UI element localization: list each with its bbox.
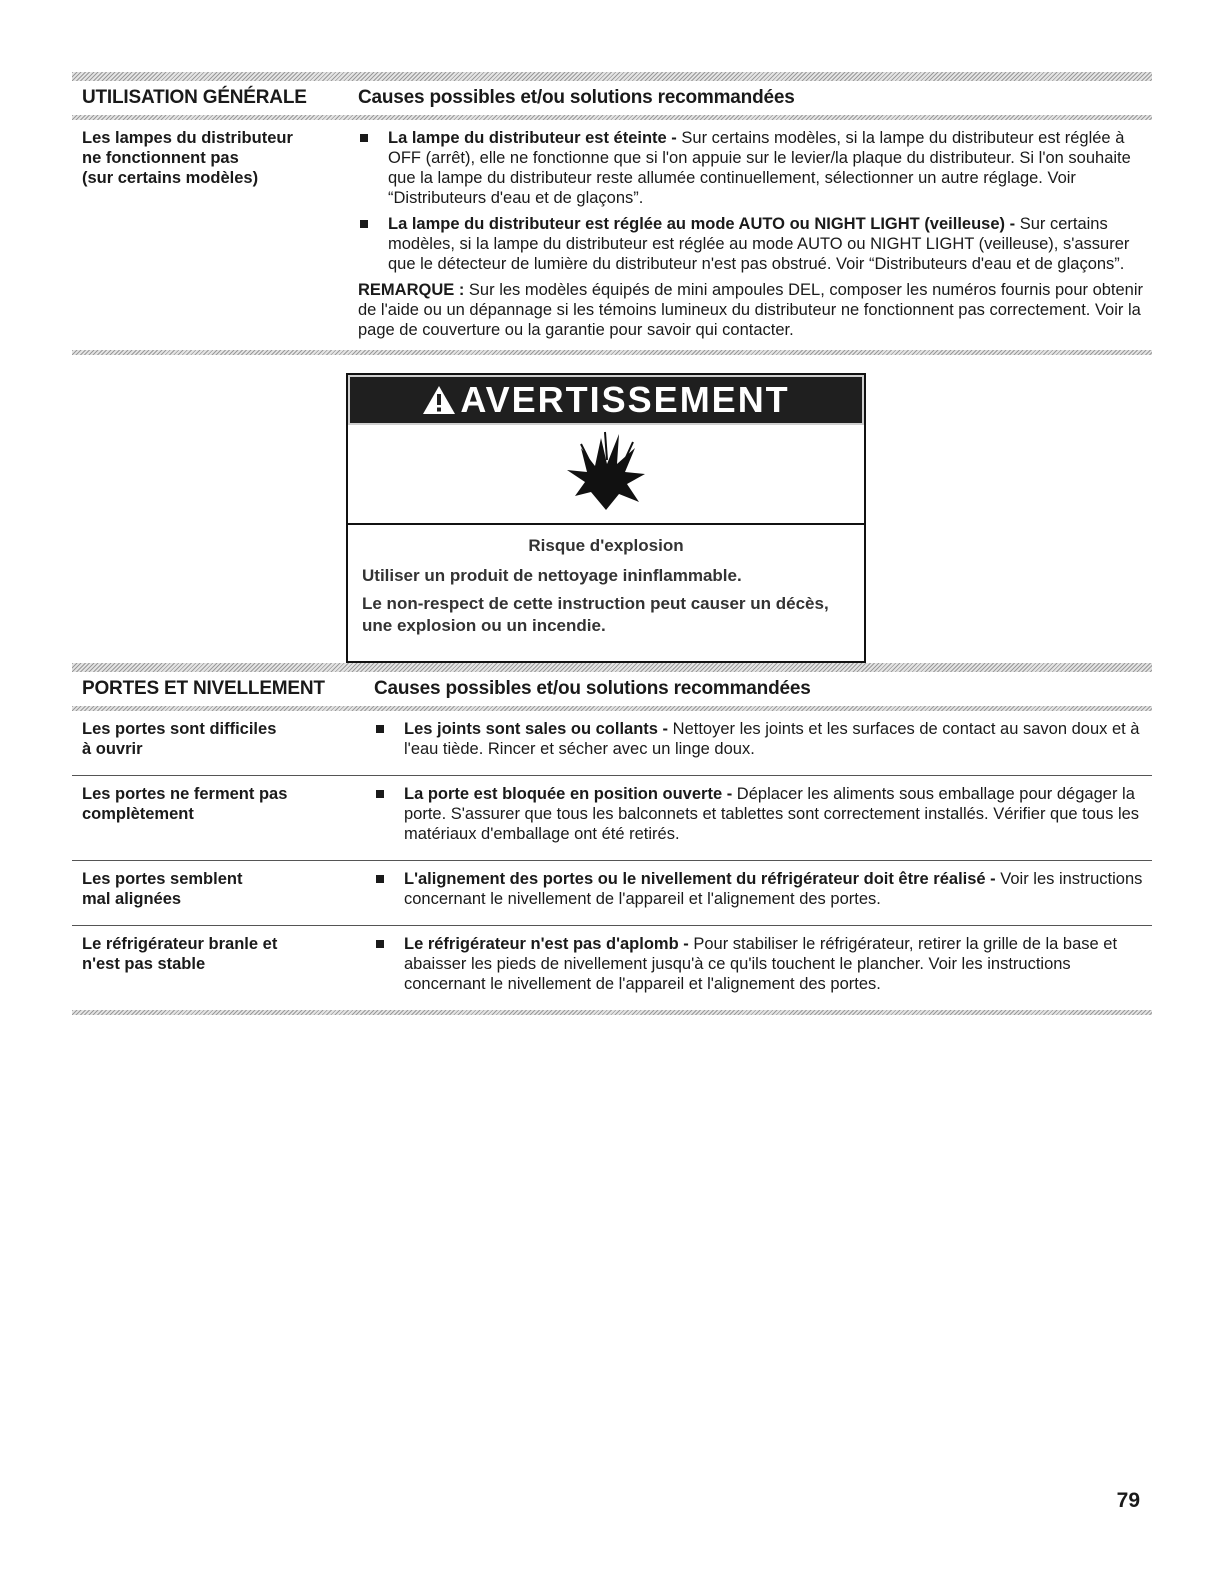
bullet-square-icon [376, 940, 384, 948]
explosion-icon [561, 430, 651, 519]
warning-area [72, 355, 1152, 663]
section-header-doors [72, 672, 1152, 706]
table-row [72, 926, 1152, 1010]
list-item [374, 869, 1152, 909]
list-item [358, 128, 1152, 208]
problem-line: n'est pas stable [82, 955, 206, 973]
cause-text: Pour stabiliser le réfrigérateur, retirer la grille de la base et abaisser les pieds de nivellement jusqu'à ce qu'ils touchent le plancher. Voir les instructions concernant le nivellement de l'appareil et l'alignement des portes. [404, 935, 1118, 993]
warning-triangle-icon [422, 385, 456, 415]
warning-instruction: Utiliser un produit de nettoyage ininflammable. [362, 566, 742, 585]
causes-cell [370, 869, 1152, 915]
bullet-square-icon [376, 875, 384, 883]
list-item [374, 719, 1152, 759]
page-content [72, 72, 1152, 1015]
cause-title: La lampe du distributeur est éteinte - [388, 129, 677, 147]
cause-title: La porte est bloquée en position ouverte - [404, 785, 733, 803]
section-header-general [72, 81, 1152, 115]
cause-title: L'alignement des portes ou le nivellement du réfrigérateur doit être réalisé - [404, 870, 996, 888]
page-number: 79 [1116, 1489, 1140, 1512]
section-title: PORTES ET NIVELLEMENT [82, 678, 325, 699]
section-divider [72, 663, 1152, 672]
list-item [374, 934, 1152, 994]
hazard-title: Risque d'explosion [528, 536, 684, 555]
bullet-square-icon [360, 220, 368, 228]
problem-cell [82, 934, 370, 1000]
causes-cell [370, 719, 1152, 765]
problem-line: à ouvrir [82, 740, 143, 758]
problem-cell [82, 869, 370, 915]
cause-text: Déplacer les aliments sous emballage pour dégager la porte. S'assurer que tous les balconnets et tablettes sont correctement installés. Vérifier que tous les matériaux d'emballage ont été retirés. [404, 785, 1140, 843]
cause-title: Les joints sont sales ou collants - [404, 720, 669, 738]
warning-consequence: Le non-respect de cette instruction peut causer un décès, une explosion ou un incendie. [362, 594, 829, 635]
cause-text: Voir les instructions concernant le nivellement de l'appareil et l'alignement des portes. [404, 870, 1143, 908]
list-item [374, 784, 1152, 844]
problem-line: Les portes ne ferment pas [82, 785, 288, 803]
explosion-icon-area [348, 425, 864, 525]
problem-cell [82, 719, 370, 765]
causes-heading: Causes possibles et/ou solutions recommandées [358, 87, 795, 108]
cause-text: Sur certains modèles, si la lampe du distributeur est réglée à OFF (arrêt), elle ne fonctionne que si l'on appuie sur le levier/la plaque du distributeur. Si l'on souhaite que la lampe du distributeur reste allumée continuellement, sélectionner un autre réglage. Voir “Distributeurs d'eau et de glaçons”. [388, 129, 1131, 207]
bullet-square-icon [360, 134, 368, 142]
table-row [72, 776, 1152, 861]
bullet-square-icon [376, 725, 384, 733]
problem-line: (sur certains modèles) [82, 169, 259, 187]
causes-heading: Causes possibles et/ou solutions recommandées [374, 678, 811, 699]
warning-box [346, 373, 866, 663]
note [358, 280, 1152, 340]
table-row [72, 861, 1152, 926]
bullet-square-icon [376, 790, 384, 798]
section-divider [72, 72, 1152, 81]
problem-line: ne fonctionnent pas [82, 149, 239, 167]
cause-text: Nettoyer les joints et les surfaces de contact au savon doux et à l'eau tiède. Rincer et sécher avec un linge doux. [404, 720, 1140, 758]
problem-line: mal alignées [82, 890, 182, 908]
section-title: UTILISATION GÉNÉRALE [82, 87, 307, 108]
table-row [72, 120, 1152, 350]
causes-cell [354, 128, 1152, 340]
warning-header [348, 375, 864, 425]
table-row [72, 711, 1152, 776]
causes-cell [370, 934, 1152, 1000]
warning-title: AVERTISSEMENT [460, 379, 790, 420]
causes-cell [370, 784, 1152, 850]
section-divider [72, 1010, 1152, 1015]
cause-text: Sur certains modèles, si la lampe du distributeur est réglée au mode AUTO ou NIGHT LIGHT (veilleuse), s'assurer que le détecteur de lumière du distributeur n'est pas obstrué. Voir “Distributeurs d'eau et de glaçons”. [388, 215, 1130, 273]
problem-cell [82, 784, 370, 850]
cause-title: Le réfrigérateur n'est pas d'aplomb - [404, 935, 689, 953]
problem-line: Les lampes du distributeur [82, 129, 293, 147]
problem-cell [82, 128, 354, 340]
cause-title: La lampe du distributeur est réglée au mode AUTO ou NIGHT LIGHT (veilleuse) - [388, 215, 1016, 233]
problem-line: Le réfrigérateur branle et [82, 935, 278, 953]
warning-body [348, 525, 864, 653]
list-item [358, 214, 1152, 274]
problem-line: Les portes semblent [82, 870, 243, 888]
note-label: REMARQUE : [358, 281, 465, 299]
note-text: Sur les modèles équipés de mini ampoules DEL, composer les numéros fournis pour obtenir de l'aide ou un dépannage si les témoins lumineux du distributeur ne fonctionnent pas correctement. Voir la page de couverture ou la garantie pour savoir qui contacter. [358, 281, 1144, 339]
problem-line: Les portes sont difficiles [82, 720, 277, 738]
problem-line: complètement [82, 805, 194, 823]
